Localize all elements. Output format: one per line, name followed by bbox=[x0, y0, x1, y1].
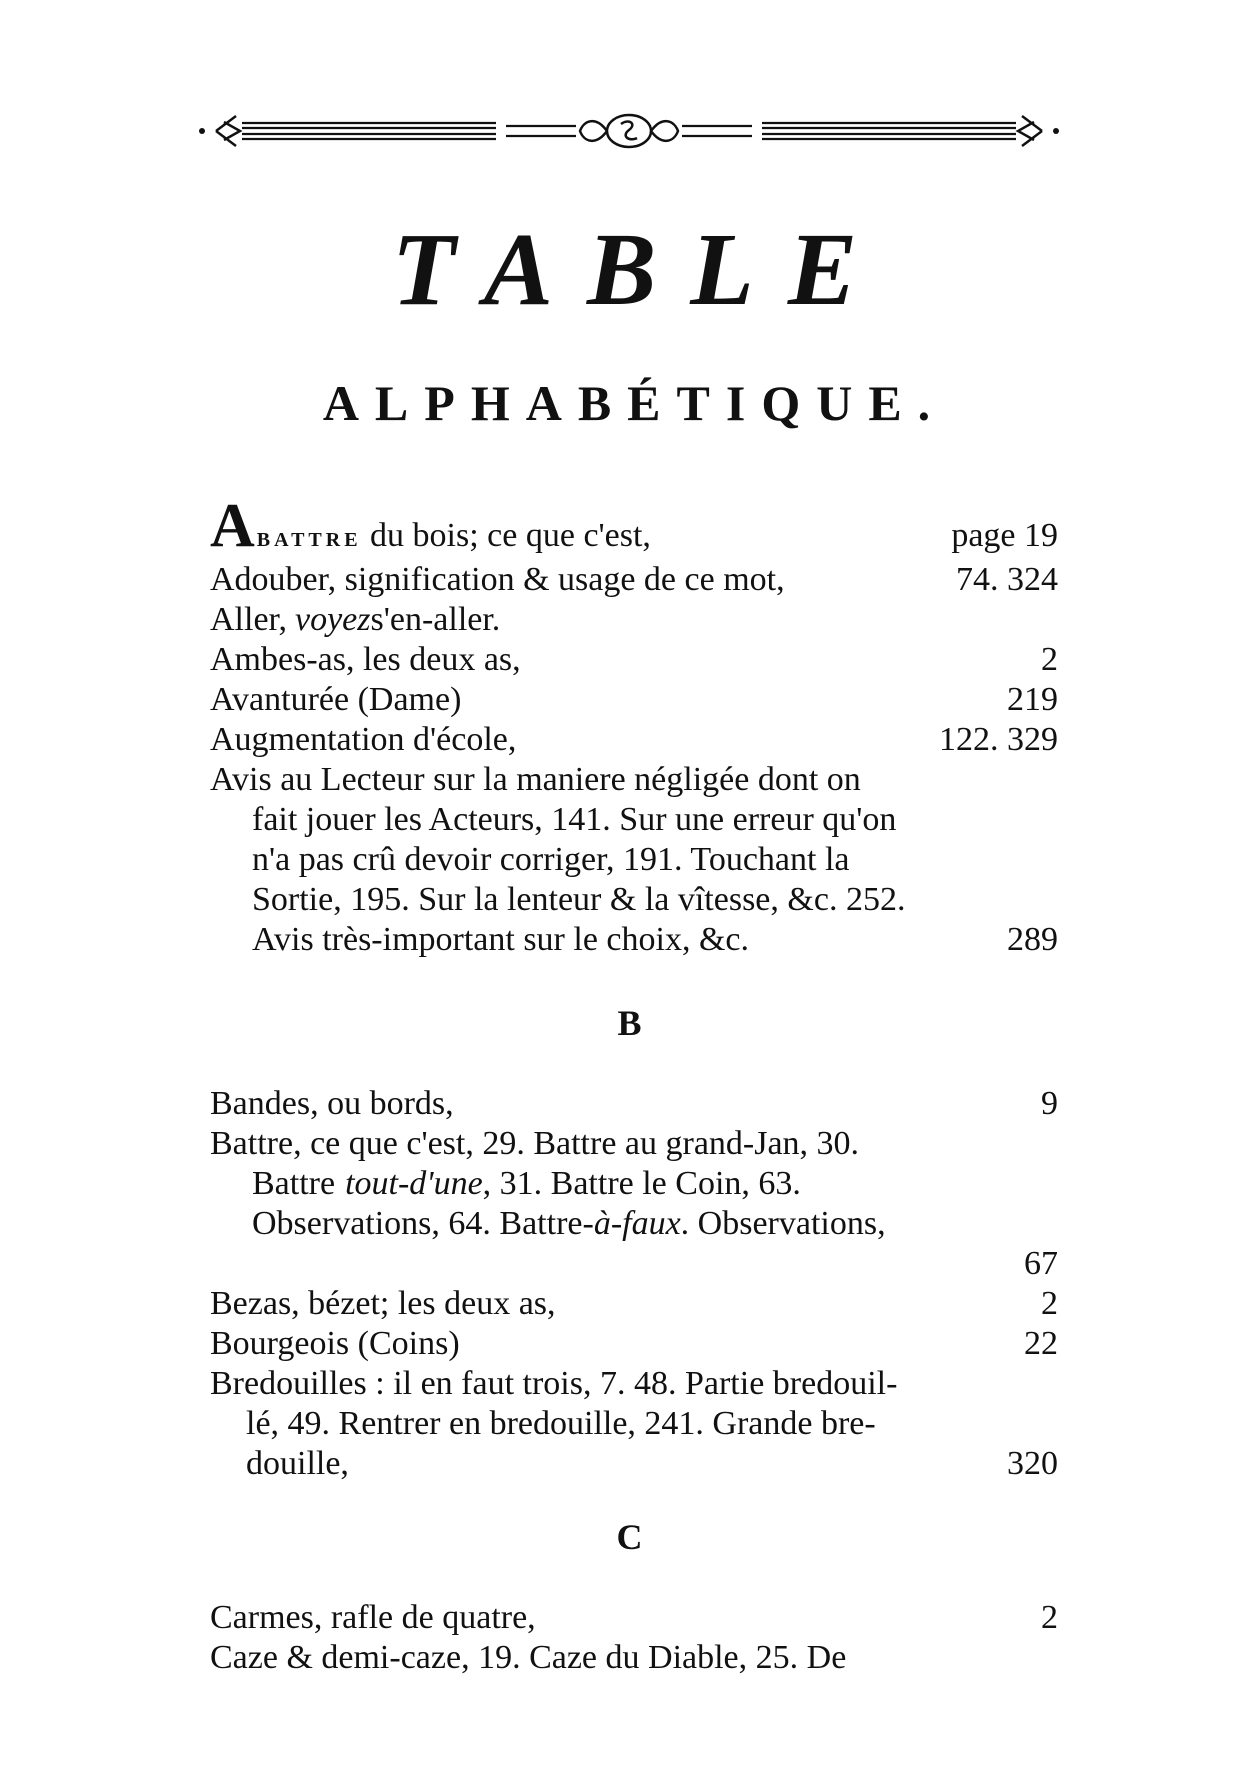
entry-text: , 31. Battre le Coin, 63. bbox=[482, 1165, 801, 1202]
index-entry-ambes-as bbox=[210, 640, 1058, 680]
index-entry-bezas bbox=[210, 1284, 1058, 1324]
entry-head: BATTRE bbox=[256, 529, 362, 551]
entry-text: s'en-aller. bbox=[370, 601, 501, 638]
entry-line: Avis au Lecteur sur la maniere négligée dont on bbox=[210, 761, 861, 798]
entry-text: . Observations, bbox=[680, 1205, 886, 1242]
page-reference: 2 bbox=[1041, 641, 1058, 678]
entry-text: Bandes, ou bords, bbox=[210, 1085, 454, 1122]
index-entry-bredouilles bbox=[210, 1364, 1058, 1484]
entry-text: Aller, bbox=[210, 601, 287, 638]
section-letter-b: B bbox=[617, 1003, 642, 1043]
index-entry-avanturee bbox=[210, 680, 1058, 720]
page-reference: 22 bbox=[1024, 1325, 1058, 1362]
entry-text-italic: tout-d'une bbox=[345, 1165, 483, 1202]
entry-text: Bezas, bézet; les deux as, bbox=[210, 1285, 556, 1322]
entry-text: Battre bbox=[252, 1165, 336, 1202]
index-entry-adouber bbox=[210, 560, 1058, 600]
page-reference: 9 bbox=[1041, 1085, 1058, 1122]
index-entry-battre bbox=[210, 1124, 1058, 1284]
page-reference: 320 bbox=[1007, 1445, 1058, 1482]
entry-line: lé, 49. Rentrer en bredouille, 241. Grande bre- bbox=[246, 1405, 876, 1442]
entry-line: Battre, ce que c'est, 29. Battre au grand-Jan, 30. bbox=[210, 1125, 860, 1162]
entry-line: Bredouilles : il en faut trois, 7. 48. Partie bredouil- bbox=[210, 1365, 898, 1402]
entry-line: Sortie, 195. Sur la lenteur & la vîtesse, &c. 252. bbox=[252, 881, 906, 918]
section-letter-c: C bbox=[616, 1517, 643, 1557]
page-title: TABLE bbox=[391, 212, 892, 327]
page-reference: 2 bbox=[1041, 1285, 1058, 1322]
index-entry-augmentation bbox=[210, 720, 1058, 760]
page-reference: page 19 bbox=[951, 517, 1058, 554]
entry-text: Bourgeois (Coins) bbox=[210, 1325, 460, 1362]
section-c-entries bbox=[210, 1598, 1058, 1678]
entry-text-italic: à-faux bbox=[593, 1205, 681, 1242]
entry-text: Observations, 64. Battre- bbox=[252, 1205, 594, 1242]
section-b-entries bbox=[210, 1084, 1058, 1484]
entry-line: fait jouer les Acteurs, 141. Sur une erreur qu'on bbox=[252, 801, 897, 838]
page-reference: 219 bbox=[1007, 681, 1058, 718]
entry-line: Caze & demi-caze, 19. Caze du Diable, 25. De bbox=[210, 1639, 847, 1676]
index-entry-caze bbox=[210, 1638, 1058, 1678]
entry-line: n'a pas crû devoir corriger, 191. Touchant la bbox=[252, 841, 850, 878]
page-reference: 67 bbox=[1024, 1245, 1058, 1282]
drop-cap: A bbox=[210, 492, 255, 560]
page-reference: 122. 329 bbox=[939, 721, 1058, 758]
entry-text: Augmentation d'école, bbox=[210, 721, 517, 758]
index-entry-aller bbox=[210, 600, 1058, 640]
index-entry-abattre bbox=[210, 492, 1058, 560]
entry-text: Ambes-as, les deux as, bbox=[210, 641, 521, 678]
entry-text: Carmes, rafle de quatre, bbox=[210, 1599, 536, 1636]
entry-text: Avanturée (Dame) bbox=[210, 681, 462, 718]
page-reference: 2 bbox=[1041, 1599, 1058, 1636]
ornament-border bbox=[196, 108, 1062, 154]
index-entry-bandes bbox=[210, 1084, 1058, 1124]
entry-text: du bois; ce que c'est, bbox=[361, 517, 651, 554]
index-entry-avis bbox=[210, 760, 1058, 960]
index-entry-carmes bbox=[210, 1598, 1058, 1638]
entry-text-italic: voyez bbox=[295, 601, 371, 638]
page-reference: 289 bbox=[1007, 921, 1058, 958]
entry-text: douille, bbox=[246, 1445, 349, 1482]
entry-text: Avis très-important sur le choix, &c. bbox=[252, 921, 749, 958]
page-subtitle: ALPHABÉTIQUE. bbox=[322, 375, 947, 431]
index-entry-bourgeois bbox=[210, 1324, 1058, 1364]
entry-text: Adouber, signification & usage de ce mot, bbox=[210, 561, 785, 598]
section-a-entries bbox=[210, 492, 1058, 960]
page-reference: 74. 324 bbox=[956, 561, 1058, 598]
